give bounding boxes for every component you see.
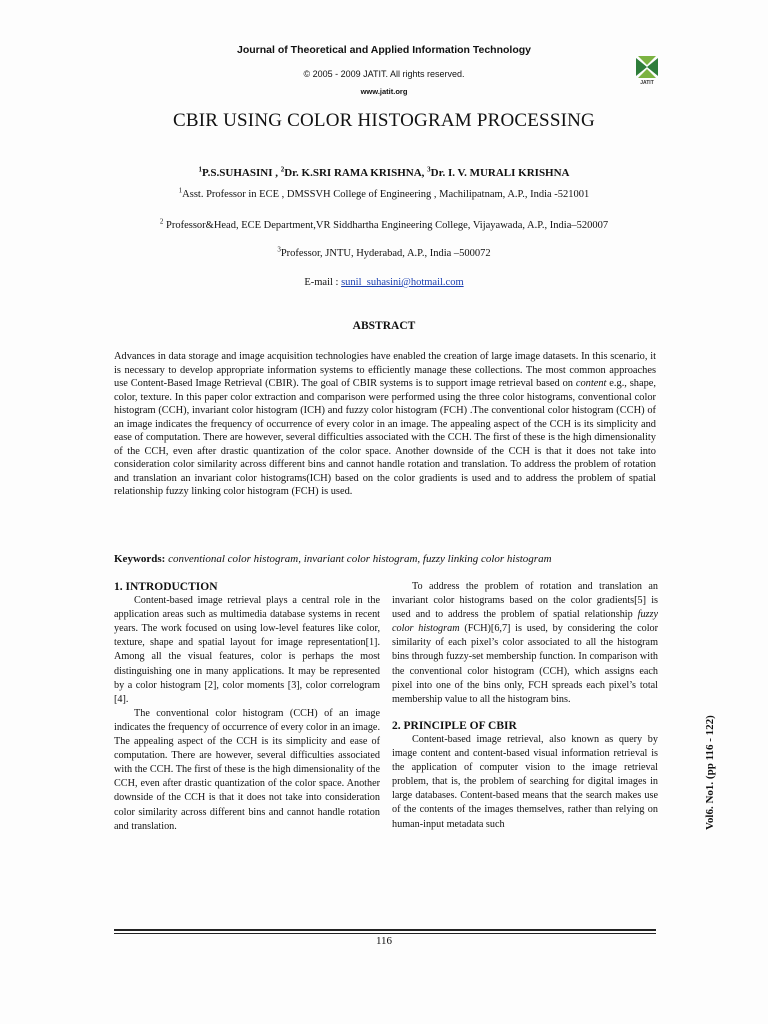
journal-website: www.jatit.org bbox=[360, 87, 408, 96]
intro-paragraph-3-a: To address the problem of rotation and translation an invariant color histograms based on the color gradients[5] is used and to address the problem of spatial relationship bbox=[392, 581, 658, 621]
right-column bbox=[392, 580, 658, 832]
keywords bbox=[114, 553, 656, 565]
section-introduction-heading: 1. INTRODUCTION bbox=[114, 581, 218, 593]
intro-paragraph-3 bbox=[392, 580, 658, 707]
logo-label: JATIT bbox=[640, 80, 654, 86]
author-3: Dr. I. V. MURALI KRISHNA bbox=[430, 167, 570, 179]
affiliation-3 bbox=[0, 245, 768, 259]
author-1-mark: 1 bbox=[198, 165, 202, 174]
intro-paragraph-1: Content-based image retrieval plays a central role in the application areas such as multimedia database systems in recent years. The work focused on using low-level features like color, texture, shape and spatial layout for image representation[1]. Among all the visual features, color is perhaps the most distinguishing one in many applications. It may be represented by a color histogram [2], color moments [3], color correlogram [4]. bbox=[114, 595, 380, 705]
paper-title: CBIR USING COLOR HISTOGRAM PROCESSING bbox=[173, 110, 595, 131]
abstract-body bbox=[114, 350, 656, 499]
email-link[interactable]: sunil_suhasini@hotmail.com bbox=[341, 277, 464, 288]
email-label: E-mail : bbox=[304, 277, 339, 288]
journal-name: Journal of Theoretical and Applied Information Technology bbox=[236, 44, 531, 56]
author-2: Dr. K.SRI RAMA KRISHNA, bbox=[284, 167, 425, 179]
affiliation-1-text: Asst. Professor in ECE , DMSSVH College of Engineering , Machilipatnam, A.P., India -521001 bbox=[182, 189, 590, 200]
footer-rule-thin bbox=[114, 933, 656, 934]
affiliation-3-mark: 3 bbox=[277, 245, 281, 254]
copyright-notice: © 2005 - 2009 JATIT. All rights reserved. bbox=[303, 69, 465, 79]
page-number: 116 bbox=[375, 935, 393, 947]
footer-rule-thick bbox=[114, 929, 656, 931]
email-line bbox=[0, 277, 768, 288]
volume-label: Vol6. No1. (pp 116 - 122) bbox=[704, 715, 716, 830]
author-3-mark: 3 bbox=[427, 165, 431, 174]
fuzzy-color-histogram-term: fuzzy color histogram bbox=[392, 609, 658, 635]
jatit-logo-icon bbox=[634, 54, 660, 80]
affiliation-1 bbox=[0, 186, 768, 200]
left-column bbox=[114, 580, 380, 834]
keywords-label: Keywords: bbox=[114, 553, 166, 565]
intro-paragraph-2: The conventional color histogram (CCH) of an image indicates the frequency of occurrence of every color in an image. The appealing aspect of the CCH is its simplicity and ease of computation. There are however, several difficulties associated with the CCH. The first of these is the high dimensionality of the CCH, even after drastic quantization of the color space. Another downside of the CCH is that it does not take into consideration color similarity across different bins and cannot handle rotation and translation. bbox=[114, 707, 380, 832]
principle-paragraph-1: Content-based image retrieval, also known as query by image content and content-based visual information retrieval is the application of computer vision to the image retrieval problem, that is, the problem of searching for digital images in large databases. Content-based means that the search makes use of the contents of the images themselves, rather than relying on human-input metadata such bbox=[392, 733, 658, 830]
keywords-text: conventional color histogram, invariant color histogram, fuzzy linking color histogram bbox=[168, 553, 552, 565]
affiliation-2-mark: 2 bbox=[159, 217, 164, 226]
affiliation-2 bbox=[0, 217, 768, 231]
affiliation-3-text: Professor, JNTU, Hyderabad, A.P., India –500072 bbox=[280, 248, 491, 259]
abstract-part-2: e.g., shape, color, texture. In this paper color extraction and comparison were performed using the three color histograms, conventional color histogram (CCH), invariant color histogram (ICH) and fuzzy color histogram (FCH) .The conventional color histogram (CCH) of an image indicates the frequency of occurrence of every color in an image. The appealing aspect of the CCH is its simplicity and ease of computation. There are however, several difficulties associated with the CCH. The first of these is the high dimensionality of the CCH, even after drastic quantization of the color space. Another downside of the CCH is that it does not take into consideration color similarity across different bins and cannot handle rotation and translation. To address the problem of rotation and translation an invariant color histograms(ICH) based on the color gradients is used and to address the problem of spatial relationship fuzzy linking color histogram (FCH) is used. bbox=[114, 378, 657, 498]
author-list bbox=[0, 167, 768, 179]
abstract-part-1: Advances in data storage and image acquisition technologies have enabled the creation of large image datasets. In this scenario, it is necessary to develop appropriate information systems to efficiently manage these collections. The most common approaches use Content-Based Image Retrieval (CBIR). The goal of CBIR systems is to support image retrieval based on bbox=[114, 351, 656, 390]
section-principle-heading: 2. PRINCIPLE OF CBIR bbox=[392, 719, 517, 732]
abstract-heading: ABSTRACT bbox=[352, 320, 416, 332]
author-2-mark: 2 bbox=[280, 165, 285, 174]
abstract-content-term: content bbox=[575, 378, 607, 390]
author-1: P.S.SUHASINI , bbox=[201, 167, 278, 179]
intro-paragraph-3-b: (FCH)[6,7] is used, by considering the color similarity of each pixel’s color associated to all the histogram bins through fuzzy-set membership function. In comparison with the conventional color histogram (CCH), which assigns each pixel into one of the bins only, FCH spreads each pixel’s total membership value to all the histogram bins. bbox=[392, 623, 659, 705]
affiliation-1-mark: 1 bbox=[178, 186, 183, 195]
affiliation-2-text: Professor&Head, ECE Department,VR Siddhartha Engineering College, Vijayawada, A.P., India–520007 bbox=[165, 220, 609, 231]
